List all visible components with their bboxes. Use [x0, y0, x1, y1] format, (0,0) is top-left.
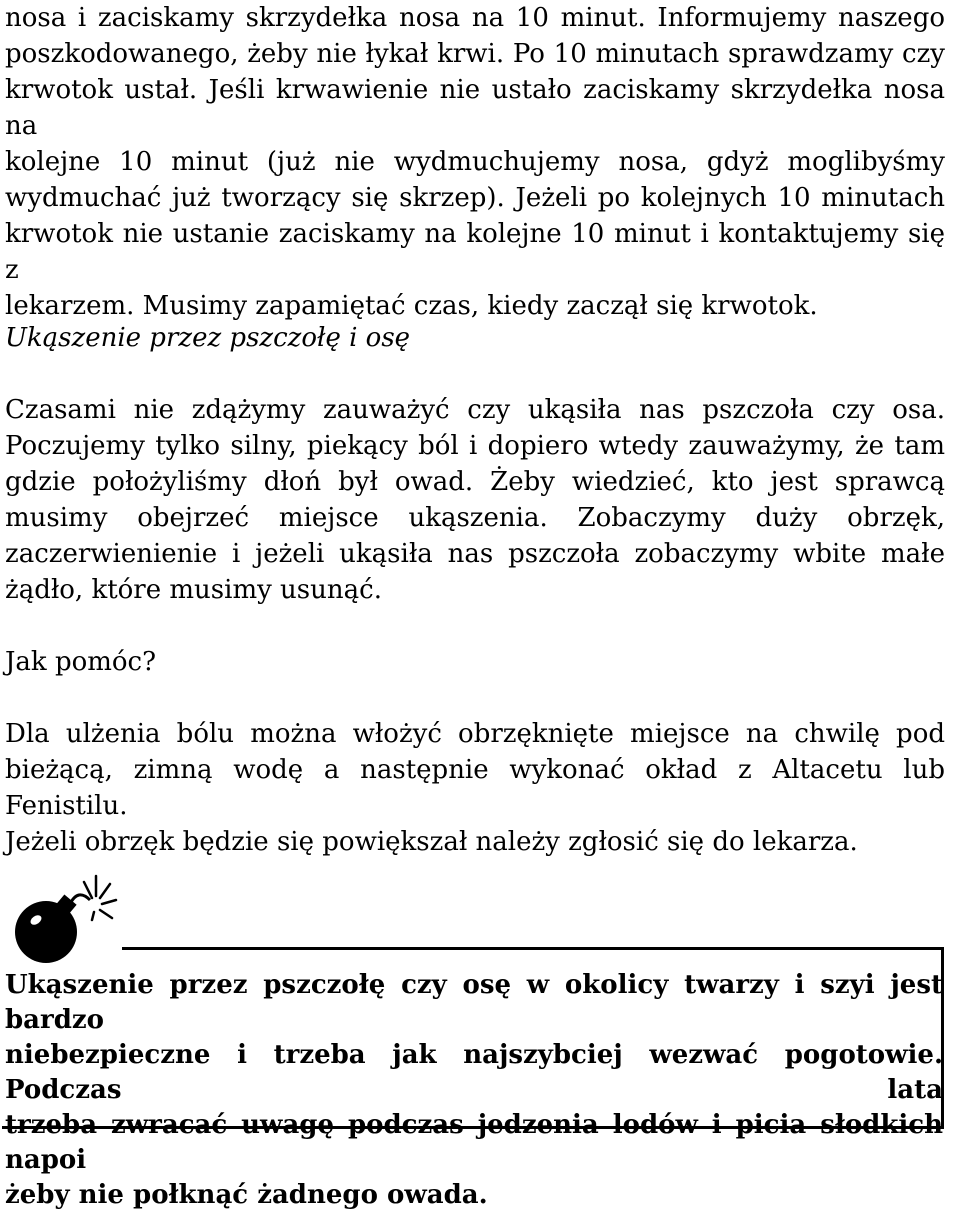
help-line: Dla ulżenia bólu można włożyć obrzęknięte miejsce na chwilę pod [5, 719, 945, 749]
bee-line: musimy obejrzeć miejsce ukąszenia. Zobaczymy duży obrzęk, [5, 503, 945, 533]
intro-line: lekarzem. Musimy zapamiętać czas, kiedy zaczął się krwotok. [5, 291, 818, 321]
bee-line: Czasami nie zdążymy zauważyć czy ukąsiła nas pszczoła czy osa. [5, 395, 945, 425]
intro-paragraph [5, 0, 945, 324]
help-heading: Jak pomóc? [5, 647, 157, 677]
bomb-icon [10, 868, 120, 968]
bee-line: gdzie położyliśmy dłoń był owad. Żeby wiedzieć, kto jest sprawcą [5, 467, 945, 497]
warning-line: niebezpieczne i trzeba jak najszybciej wezwać pogotowie. Podczas lata [5, 1040, 943, 1105]
warning-line: żeby nie połknąć żadnego owada. [5, 1180, 488, 1210]
intro-line: nosa i zaciskamy skrzydełka nosa na 10 minut. Informujemy naszego [5, 3, 945, 33]
section-heading: Ukąszenie przez pszczołę i osę [5, 323, 411, 353]
help-line: bieżącą, zimną wodę a następnie wykonać okład z Altacetu lub Fenistilu. [5, 755, 945, 821]
intro-line: poszkodowanego, żeby nie łykał krwi. Po 10 minutach sprawdzamy czy [5, 39, 945, 69]
warning-text [5, 968, 943, 1213]
intro-line: krwotok nie ustanie zaciskamy na kolejne 10 minut i kontaktujemy się z [5, 219, 945, 285]
bee-line: żądło, które musimy usunąć. [5, 575, 382, 605]
intro-line: krwotok ustał. Jeśli krwawienie nie ustało zaciskamy skrzydełka nosa na [5, 75, 945, 141]
bee-paragraph [5, 392, 945, 608]
bee-line: Poczujemy tylko silny, piekący ból i dopiero wtedy zauważymy, że tam [5, 431, 945, 461]
help-line: Jeżeli obrzęk będzie się powiększał należy zgłosić się do lekarza. [5, 827, 858, 857]
warning-line: Ukąszenie przez pszczołę czy osę w okolicy twarzy i szyi jest bardzo [5, 970, 943, 1035]
help-paragraph [5, 716, 945, 860]
intro-line: wydmuchać już tworzący się skrzep). Jeżeli po kolejnych 10 minutach [5, 183, 945, 213]
bee-line: zaczerwienienie i jeżeli ukąsiła nas pszczoła zobaczymy wbite małe [5, 539, 945, 569]
intro-line: kolejne 10 minut (już nie wydmuchujemy nosa, gdyż moglibyśmy [5, 147, 945, 177]
warning-line: trzeba zwracać uwagę podczas jedzenia lodów i picia słodkich napoi [5, 1110, 943, 1175]
